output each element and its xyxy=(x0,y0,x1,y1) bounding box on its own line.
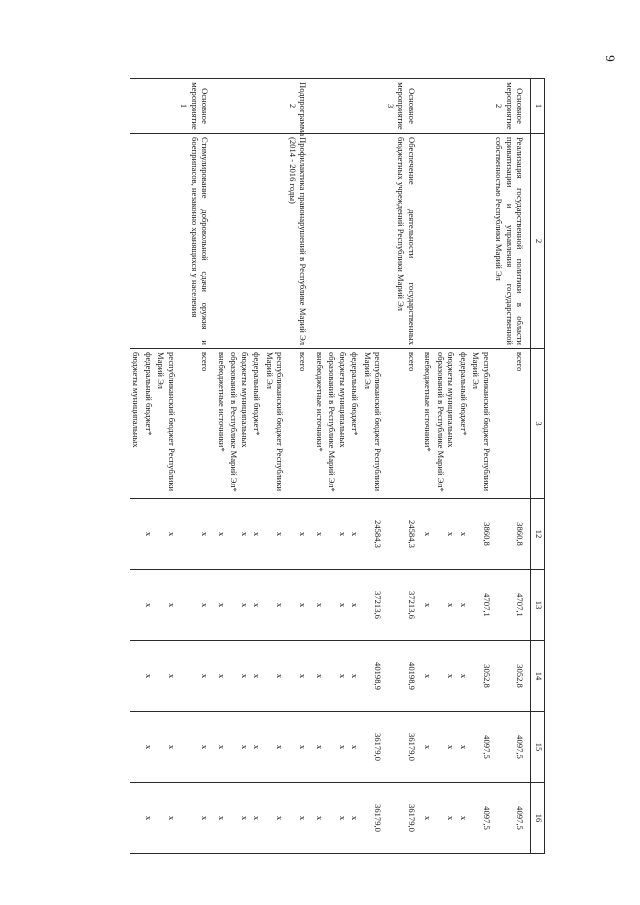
value-cell: x xyxy=(215,783,227,854)
measure-id-cell: Основное мероприятие 1 xyxy=(178,79,215,134)
funding-source-cell: федеральный бюджет* xyxy=(251,349,263,499)
value-cell: 37213,6 xyxy=(361,570,384,641)
value-cell: x xyxy=(228,783,251,854)
value-cell: x xyxy=(286,783,313,854)
value-cell xyxy=(130,641,142,712)
value-cell: x xyxy=(313,783,325,854)
value-cell: x xyxy=(251,570,263,641)
measure-id-cell xyxy=(422,79,434,134)
measure-id-cell: Основное мероприятие 2 xyxy=(493,79,531,134)
value-cell: x xyxy=(457,712,469,783)
value-cell: x xyxy=(178,712,215,783)
measure-id-cell xyxy=(155,79,178,134)
value-cell: x xyxy=(434,712,457,783)
funding-source-cell: внебюджетные источники* xyxy=(215,349,227,499)
value-cell: 40198,9 xyxy=(361,641,384,712)
value-cell: 36179,0 xyxy=(361,783,384,854)
measure-id-cell xyxy=(349,79,361,134)
table-row xyxy=(251,79,263,854)
funding-source-cell: всего xyxy=(384,349,421,499)
table-row xyxy=(493,79,531,854)
value-cell: x xyxy=(155,499,178,570)
measure-id-cell xyxy=(263,79,286,134)
table-row xyxy=(178,79,215,854)
measure-id-cell xyxy=(313,79,325,134)
table-row xyxy=(326,79,349,854)
measure-id-cell xyxy=(215,79,227,134)
value-cell: x xyxy=(326,712,349,783)
value-cell: x xyxy=(313,570,325,641)
column-header: 3 xyxy=(531,349,545,499)
measure-id-cell xyxy=(470,79,493,134)
measure-id-cell: Основное мероприятие 3 xyxy=(384,79,421,134)
measure-id-cell xyxy=(326,79,349,134)
value-cell: 4097,5 xyxy=(493,712,531,783)
value-cell: 4097,5 xyxy=(493,783,531,854)
funding-source-cell: республиканский бюджет Республики Марий Эл xyxy=(470,349,493,499)
value-cell: 36179,0 xyxy=(361,712,384,783)
value-cell: 4707,1 xyxy=(470,570,493,641)
page-number: 9 xyxy=(602,55,618,62)
table-row xyxy=(313,79,325,854)
value-cell: x xyxy=(313,641,325,712)
measure-name-cell xyxy=(470,134,493,349)
column-header: 13 xyxy=(531,570,545,641)
value-cell xyxy=(130,499,142,570)
value-cell: x xyxy=(422,499,434,570)
measure-name-cell xyxy=(434,134,457,349)
column-header: 1 xyxy=(531,79,545,134)
value-cell: x xyxy=(326,641,349,712)
value-cell: x xyxy=(422,641,434,712)
table-row xyxy=(286,79,313,854)
funding-source-cell: федеральный бюджет* xyxy=(457,349,469,499)
value-cell: x xyxy=(215,499,227,570)
value-cell: x xyxy=(349,499,361,570)
table-row xyxy=(263,79,286,854)
value-cell: x xyxy=(143,712,155,783)
measure-name-cell: Обеспечение деятельности государственных бюджетных учреждений Республики Марий Эл xyxy=(384,134,421,349)
value-cell: x xyxy=(263,712,286,783)
value-cell: 4097,5 xyxy=(470,783,493,854)
value-cell: x xyxy=(457,783,469,854)
measure-name-cell: Стимулирование добровольной сдачи оружия и боеприпасов, незаконно хранящихся у населения xyxy=(178,134,215,349)
value-cell: 40198,9 xyxy=(384,641,421,712)
value-cell: x xyxy=(434,499,457,570)
funding-source-cell: бюджеты муниципальных образований в Республике Марий Эл* xyxy=(326,349,349,499)
value-cell: x xyxy=(457,641,469,712)
value-cell: x xyxy=(251,641,263,712)
value-cell: x xyxy=(313,499,325,570)
measure-id-cell xyxy=(130,79,142,134)
measure-id-cell xyxy=(251,79,263,134)
funding-source-cell: федеральный бюджет* xyxy=(143,349,155,499)
value-cell: 3860,8 xyxy=(470,499,493,570)
measure-name-cell xyxy=(251,134,263,349)
column-header: 2 xyxy=(531,134,545,349)
table-row xyxy=(349,79,361,854)
funding-source-cell: бюджеты муниципальных образований в Республике Марий Эл* xyxy=(228,349,251,499)
value-cell: x xyxy=(263,570,286,641)
measure-name-cell xyxy=(457,134,469,349)
value-cell: x xyxy=(251,783,263,854)
value-cell: x xyxy=(434,570,457,641)
value-cell xyxy=(130,570,142,641)
table-row xyxy=(143,79,155,854)
value-cell: x xyxy=(155,641,178,712)
value-cell: x xyxy=(228,712,251,783)
value-cell: x xyxy=(263,783,286,854)
table-row xyxy=(434,79,457,854)
value-cell: x xyxy=(178,570,215,641)
measure-name-cell xyxy=(130,134,142,349)
measure-id-cell: Подпрограмма 2 xyxy=(286,79,313,134)
table-row xyxy=(215,79,227,854)
value-cell: x xyxy=(143,570,155,641)
value-cell: x xyxy=(349,641,361,712)
value-cell: x xyxy=(178,783,215,854)
value-cell: 3052,8 xyxy=(470,641,493,712)
table-row xyxy=(457,79,469,854)
measure-name-cell xyxy=(326,134,349,349)
value-cell: x xyxy=(143,499,155,570)
value-cell: 3860,8 xyxy=(493,499,531,570)
value-cell: x xyxy=(228,499,251,570)
value-cell: x xyxy=(215,570,227,641)
value-cell xyxy=(130,712,142,783)
value-cell: x xyxy=(228,570,251,641)
value-cell: x xyxy=(215,712,227,783)
value-cell: x xyxy=(434,641,457,712)
table-row xyxy=(130,79,142,854)
funding-source-cell: бюджеты муниципальных xyxy=(130,349,142,499)
value-cell: 4707,1 xyxy=(493,570,531,641)
measure-name-cell xyxy=(228,134,251,349)
funding-source-cell: внебюджетные источники* xyxy=(313,349,325,499)
column-header: 15 xyxy=(531,712,545,783)
value-cell: x xyxy=(434,783,457,854)
value-cell: x xyxy=(286,499,313,570)
value-cell: x xyxy=(143,783,155,854)
measure-id-cell xyxy=(434,79,457,134)
funding-source-cell: бюджеты муниципальных образований в Республике Марий Эл* xyxy=(434,349,457,499)
value-cell: x xyxy=(286,570,313,641)
funding-source-cell: республиканский бюджет Республики Марий Эл xyxy=(263,349,286,499)
measure-name-cell xyxy=(313,134,325,349)
measure-name-cell xyxy=(349,134,361,349)
value-cell: x xyxy=(263,499,286,570)
value-cell: x xyxy=(326,570,349,641)
measure-id-cell xyxy=(457,79,469,134)
table-body xyxy=(130,79,530,854)
value-cell: x xyxy=(155,783,178,854)
value-cell xyxy=(130,783,142,854)
value-cell: x xyxy=(286,641,313,712)
value-cell: x xyxy=(178,641,215,712)
measure-id-cell xyxy=(228,79,251,134)
measure-name-cell xyxy=(143,134,155,349)
table-row xyxy=(470,79,493,854)
table-row xyxy=(155,79,178,854)
funding-source-cell: внебюджетные источники* xyxy=(422,349,434,499)
value-cell: 4097,5 xyxy=(470,712,493,783)
funding-source-cell: республиканский бюджет Республики Марий Эл xyxy=(361,349,384,499)
funding-source-cell: республиканский бюджет Республики Марий Эл xyxy=(155,349,178,499)
table-row xyxy=(361,79,384,854)
value-cell: x xyxy=(228,641,251,712)
table-row xyxy=(422,79,434,854)
table-row xyxy=(228,79,251,854)
column-header: 12 xyxy=(531,499,545,570)
value-cell: 24584,3 xyxy=(361,499,384,570)
value-cell: x xyxy=(313,712,325,783)
value-cell: x xyxy=(251,499,263,570)
budget-table-sheet xyxy=(120,78,545,853)
budget-table xyxy=(130,78,545,854)
value-cell: x xyxy=(155,570,178,641)
measure-name-cell: Реализация государственной политики в области приватизации и управления государственной собственностью Республики Марий Эл xyxy=(493,134,531,349)
value-cell: 24584,3 xyxy=(384,499,421,570)
column-header: 16 xyxy=(531,783,545,854)
value-cell: x xyxy=(326,499,349,570)
value-cell: x xyxy=(457,570,469,641)
value-cell: x xyxy=(155,712,178,783)
funding-source-cell: всего xyxy=(286,349,313,499)
measure-name-cell xyxy=(361,134,384,349)
column-header: 14 xyxy=(531,641,545,712)
measure-name-cell xyxy=(215,134,227,349)
value-cell: x xyxy=(286,712,313,783)
value-cell: x xyxy=(251,712,263,783)
value-cell: x xyxy=(349,712,361,783)
measure-name-cell xyxy=(422,134,434,349)
measure-id-cell xyxy=(143,79,155,134)
value-cell: 37213,6 xyxy=(384,570,421,641)
measure-name-cell xyxy=(263,134,286,349)
value-cell: x xyxy=(263,641,286,712)
value-cell: 36179,0 xyxy=(384,783,421,854)
table-row xyxy=(384,79,421,854)
value-cell: x xyxy=(457,499,469,570)
measure-name-cell: Профилактика правонарушений в Республике Марий Эл (2014 - 2016 годы) xyxy=(286,134,313,349)
funding-source-cell: федеральный бюджет* xyxy=(349,349,361,499)
measure-name-cell xyxy=(155,134,178,349)
value-cell: x xyxy=(326,783,349,854)
value-cell: x xyxy=(215,641,227,712)
funding-source-cell: всего xyxy=(493,349,531,499)
funding-source-cell: всего xyxy=(178,349,215,499)
value-cell: x xyxy=(143,641,155,712)
value-cell: x xyxy=(422,570,434,641)
header-row xyxy=(531,79,545,854)
value-cell: x xyxy=(422,783,434,854)
value-cell: x xyxy=(349,783,361,854)
value-cell: 3052,8 xyxy=(493,641,531,712)
value-cell: x xyxy=(178,499,215,570)
measure-id-cell xyxy=(361,79,384,134)
value-cell: 36179,0 xyxy=(384,712,421,783)
value-cell: x xyxy=(422,712,434,783)
value-cell: x xyxy=(349,570,361,641)
